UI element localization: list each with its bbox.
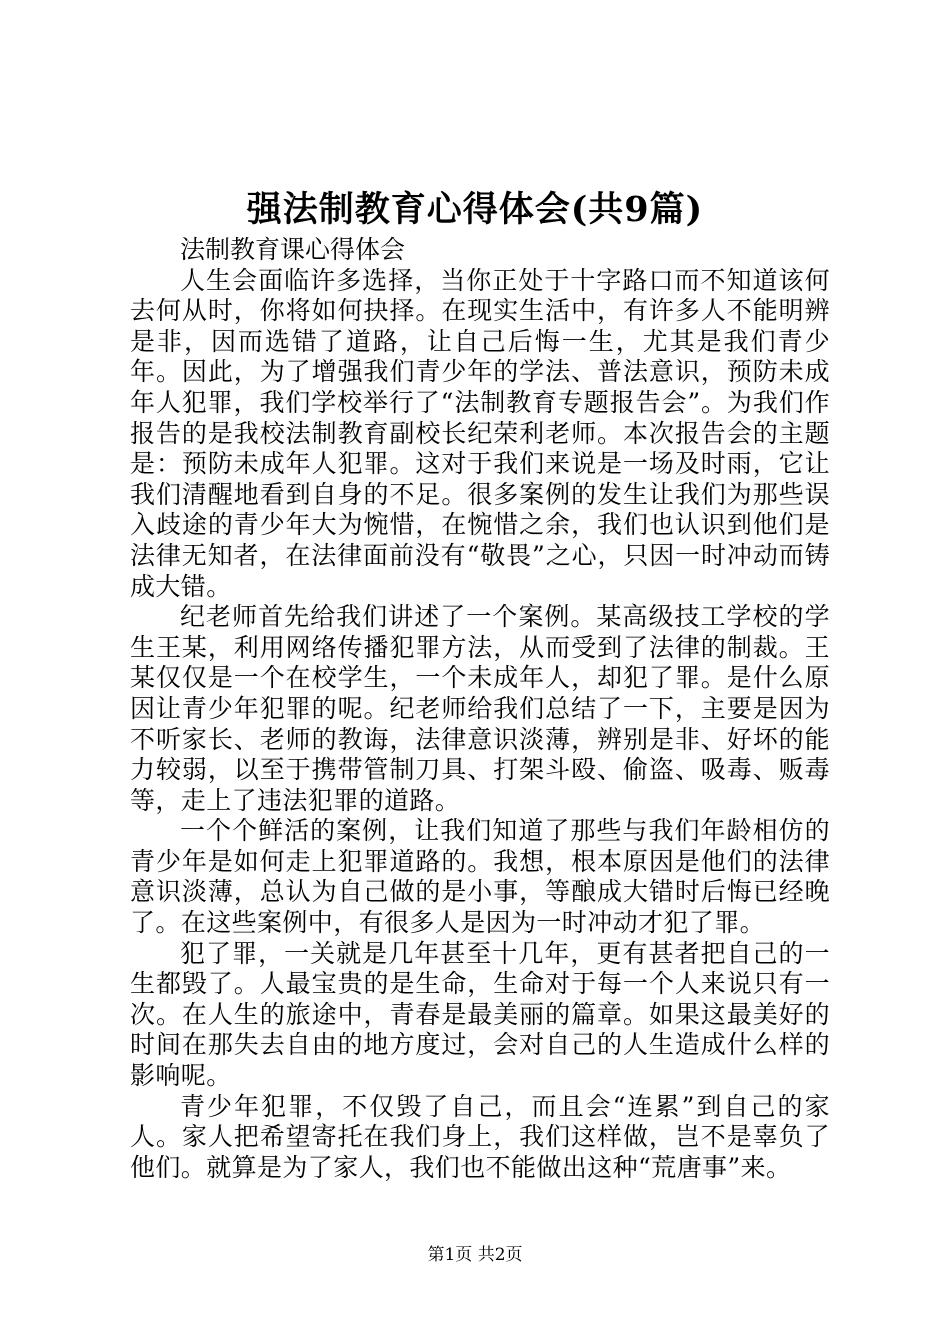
document-title: 强法制教育心得体会(共9篇) (246, 189, 704, 230)
paragraph-5: 青少年犯罪，不仅毁了自己，而且会“连累”到自己的家人。家人把希望寄托在我们身上，我们这样做，岂不是辜负了他们。就算是为了家人，我们也不能做出这种“荒唐事”来。 (130, 1091, 830, 1182)
paragraph-3: 一个个鲜活的案例，让我们知道了那些与我们年龄相仿的青少年是如何走上犯罪道路的。我想，根本原因是他们的法律意识淡薄，总认为自己做的是小事，等酿成大错时后悔已经晚了。在这些案例中，有很多人是因为一时冲动才犯了罪。 (130, 816, 830, 938)
paragraph-2: 纪老师首先给我们讲述了一个案例。某高级技工学校的学生王某，利用网络传播犯罪方法，从而受到了法律的制裁。王某仅仅是一个在校学生，一个未成年人，却犯了罪。是什么原因让青少年犯罪的呢。纪老师给我们总结了一下，主要是因为不听家长、老师的教诲，法律意识淡薄，辨别是非、好坏的能力较弱，以至于携带管制刀具、打架斗殴、偷盗、吸毒、贩毒等，走上了违法犯罪的道路。 (130, 602, 830, 815)
document-body (130, 235, 830, 1183)
section-heading: 法制教育课心得体会 (180, 235, 406, 264)
paragraph-4: 犯了罪，一关就是几年甚至十几年，更有甚者把自己的一生都毁了。人最宝贵的是生命，生命对于每一个人来说只有一次。在人生的旅途中，青春是最美丽的篇章。如果这最美好的时间在那失去自由的地方度过，会对自己的人生造成什么样的影响呢。 (130, 938, 830, 1091)
paragraph-1: 人生会面临许多选择，当你正处于十字路口而不知道该何去何从时，你将如何抉择。在现实生活中，有许多人不能明辨是非，因而选错了道路，让自己后悔一生，尤其是我们青少年。因此，为了增强我们青少年的学法、普法意识，预防未成年人犯罪，我们学校举行了“法制教育专题报告会”。为我们作报告的是我校法制教育副校长纪荣利老师。本次报告会的主题是：预防未成年人犯罪。这对于我们来说是一场及时雨，它让我们清醒地看到自身的不足。很多案例的发生让我们为那些误入歧途的青少年大为惋惜，在惋惜之余，我们也认识到他们是法律无知者，在法律面前没有“敬畏”之心，只因一时冲动而铸成大错。 (130, 265, 830, 601)
page-footer: 第1页 共2页 (427, 1245, 523, 1265)
